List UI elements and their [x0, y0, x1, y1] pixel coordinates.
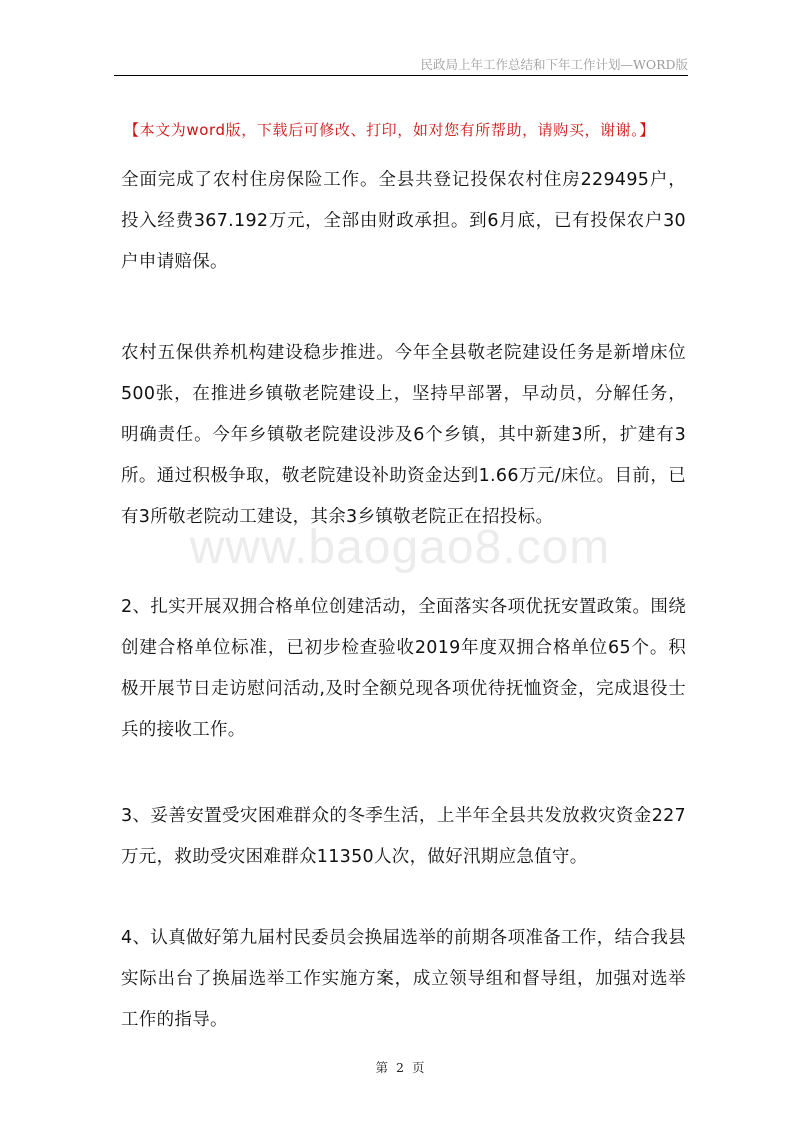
- page-number: 第 2 页: [375, 1060, 425, 1075]
- paragraph-item-4-village-election: 4、认真做好第九届村民委员会换届选举的前期各项准备工作，结合我县实际出台了换届选举工作实施方案，成立领导组和督导组，加强对选举工作的指导。: [121, 928, 686, 1030]
- header-divider: [114, 75, 688, 76]
- paragraph-item-3-disaster-relief: 3、妥善安置受灾困难群众的冬季生活，上半年全县共发放救灾资金227万元，救助受灾困难群众11350人次，做好汛期应急值守。: [121, 806, 686, 867]
- page-header-title: 民政局上年工作总结和下年工作计划—WORD版: [420, 57, 688, 72]
- paragraph-elderly-care-construction: 农村五保供养机构建设稳步推进。今年全县敬老院建设任务是新增床位500张，在推进乡镇敬老院建设上，坚持早部署，早动员，分解任务，明确责任。今年乡镇敬老院建设涉及6个乡镇，其中新建3所，扩建有3所。通过积极争取，敬老院建设补助资金达到1.66万元/床位。目前，已有3所敬老院动工建设，其余3乡镇敬老院正在招投标。: [121, 343, 686, 527]
- paragraph-item-2-double-support: 2、扎实开展双拥合格单位创建活动，全面落实各项优抚安置政策。围绕创建合格单位标准，已初步检查验收2019年度双拥合格单位65个。积极开展节日走访慰问活动,及时全额兑现各项优待抚恤资金，完成退役士兵的接收工作。: [121, 597, 686, 740]
- download-notice: 【本文为word版，下载后可修改、打印，如对您有所帮助，请购买，谢谢。】: [124, 121, 655, 139]
- paragraph-rural-housing-insurance: 全面完成了农村住房保险工作。全县共登记投保农村住房229495户，投入经费367.192万元，全部由财政承担。到6月底，已有投保农户30户申请赔保。: [121, 170, 686, 272]
- watermark: www.baogao8.com: [189, 521, 611, 574]
